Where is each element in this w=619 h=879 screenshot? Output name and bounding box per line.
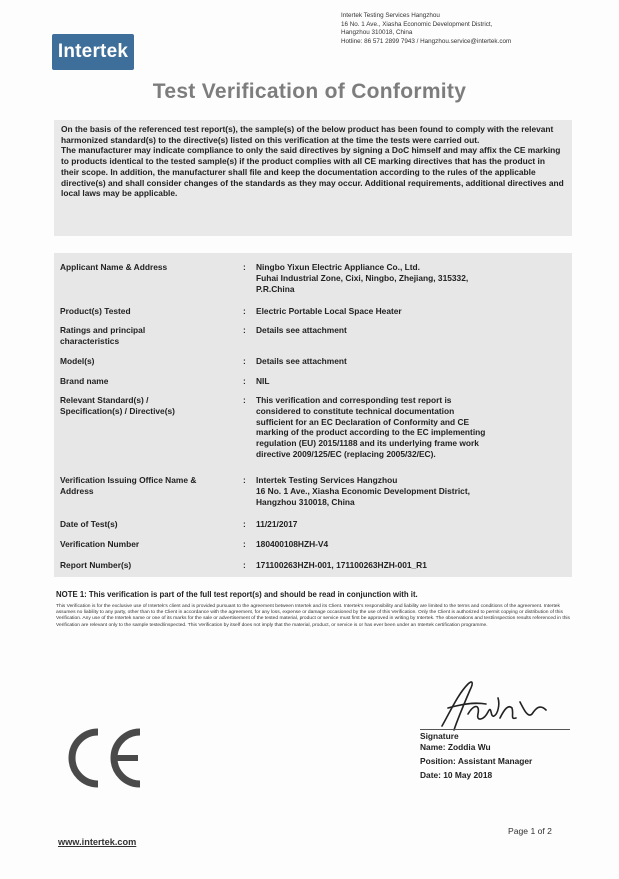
label-line: Address: [60, 485, 94, 496]
intro-paragraph-1: On the basis of the referenced test report(s), the sample(s) of the below product has been found to comply with the relevant harmonized standard(s) to the directive(s) listed on this verification at the time the tests were carried out.: [61, 124, 554, 145]
detail-separator: :: [243, 306, 246, 316]
detail-separator: :: [243, 262, 246, 272]
page-number: Page 1 of 2: [508, 826, 552, 836]
detail-label: Report Number(s): [60, 560, 132, 570]
detail-value: [256, 262, 572, 294]
label-line: Ratings and principal: [60, 325, 146, 335]
value-line: This verification and corresponding test report is: [256, 395, 452, 405]
note-1: NOTE 1: This verification is part of the full test report(s) and should be read in conjunction with it.: [56, 590, 418, 599]
detail-value: 171100263HZH-001, 171100263HZH-001_R1: [256, 560, 427, 570]
detail-separator: :: [243, 539, 246, 549]
detail-label: [60, 475, 235, 497]
logo-text: Intertek: [57, 41, 129, 62]
signatory-position: Position: Assistant Manager: [420, 756, 533, 766]
detail-separator: :: [243, 519, 246, 529]
address-line: Intertek Testing Services Hangzhou: [341, 12, 440, 19]
value-line: sufficient for an EC Declaration of Conformity and CE: [256, 416, 470, 427]
signatory-name: Name: Zoddia Wu: [420, 742, 491, 752]
header-address: [341, 12, 601, 46]
value-line: directive 2009/125/EC (replacing 2005/32/EC).: [256, 448, 436, 459]
detail-label: [60, 395, 235, 417]
label-line: Relevant Standard(s) /: [60, 395, 149, 405]
detail-separator: :: [243, 475, 246, 485]
detail-value: [256, 475, 572, 507]
detail-value: Details see attachment: [256, 356, 347, 366]
details-table: [54, 253, 572, 577]
label-line: Verification Issuing Office Name &: [60, 475, 197, 485]
detail-value: 11/21/2017: [256, 519, 298, 529]
detail-label: Brand name: [60, 376, 109, 386]
detail-label: Applicant Name & Address: [60, 262, 168, 272]
detail-value: [256, 395, 572, 460]
detail-separator: :: [243, 560, 246, 570]
value-line: considered to constitute technical documentation: [256, 405, 455, 416]
value-line: Hangzhou 310018, China: [256, 496, 355, 507]
detail-label: Product(s) Tested: [60, 306, 131, 316]
detail-value: NIL: [256, 376, 270, 386]
label-line: characteristics: [60, 335, 120, 346]
detail-value: 180400108HZH-V4: [256, 539, 329, 549]
disclaimer-text: This Verification is for the exclusive use of Intertek's client and is provided pursuant to the agreement between Intertek and its Client. Intertek's responsibility and liability are limited to the terms and conditions of the agreement. Intertek assumes no liability to any party, other than to the Client in accordance with the agreement, for any loss, expense or damage occasioned by the use of this Verification. Only the Client is authorized to permit copying or distribution of this Verification. Any use of the Intertek name or one of its marks for the sale or advertisement of the tested material, product or service must first be approved in writing by Intertek. The observations and test/inspection results referenced in this Verification are relevant only to the sample tested/inspected. This Verification by itself does not imply that the material, product, or service is or has ever been under an Intertek certification programme.: [56, 604, 570, 628]
label-line: Specification(s) / Directive(s): [60, 405, 175, 416]
intro-paragraph-2: The manufacturer may indicate compliance to only the said directives by signing a DoC himself and may affix the CE marking to products identical to the tested sample(s) if the product complies with all CE marking directives that has the product in their scope. In addition, the manufacturer shall file and keep the documentation according to the rules of the applicable directive(s) and shall consider changes of the standards as they may occur. Additional requirements, additional directives and local laws may be applicable.: [61, 145, 564, 199]
detail-value: Electric Portable Local Space Heater: [256, 306, 402, 316]
intro-box: [54, 120, 572, 236]
detail-label: [60, 325, 235, 347]
detail-label: Verification Number: [60, 539, 140, 549]
signature-label: Signature: [420, 729, 570, 741]
value-line: Ningbo Yixun Electric Appliance Co., Ltd.: [256, 262, 420, 272]
value-line: marking of the product according to the EC implementing: [256, 427, 486, 438]
detail-label: Model(s): [60, 356, 95, 366]
detail-separator: :: [243, 356, 246, 366]
detail-label: Date of Test(s): [60, 519, 118, 529]
value-line: Fuhai Industrial Zone, Cixi, Ningbo, Zhejiang, 315332,: [256, 272, 469, 283]
value-line: P.R.China: [256, 283, 295, 294]
signature-date: Date: 10 May 2018: [420, 770, 493, 780]
intertek-logo: [52, 34, 134, 70]
address-line: 16 No. 1 Ave., Xiasha Economic Development District,: [341, 20, 493, 28]
value-line: regulation (EU) 2015/1188 and its underlying frame work: [256, 438, 479, 449]
value-line: 16 No. 1 Ave., Xiasha Economic Development District,: [256, 485, 470, 496]
website-link[interactable]: www.intertek.com: [58, 837, 137, 847]
ce-mark-icon: [60, 718, 150, 798]
address-line: Hotline: 86 571 2899 7943 / Hangzhou.service@intertek.com: [341, 37, 512, 45]
detail-separator: :: [243, 376, 246, 386]
document-title: Test Verification of Conformity: [152, 80, 467, 103]
detail-separator: :: [243, 325, 246, 335]
detail-value: Details see attachment: [256, 325, 347, 335]
detail-separator: :: [243, 395, 246, 405]
value-line: Intertek Testing Services Hangzhou: [256, 475, 398, 485]
address-line: Hangzhou 310018, China: [341, 29, 413, 37]
